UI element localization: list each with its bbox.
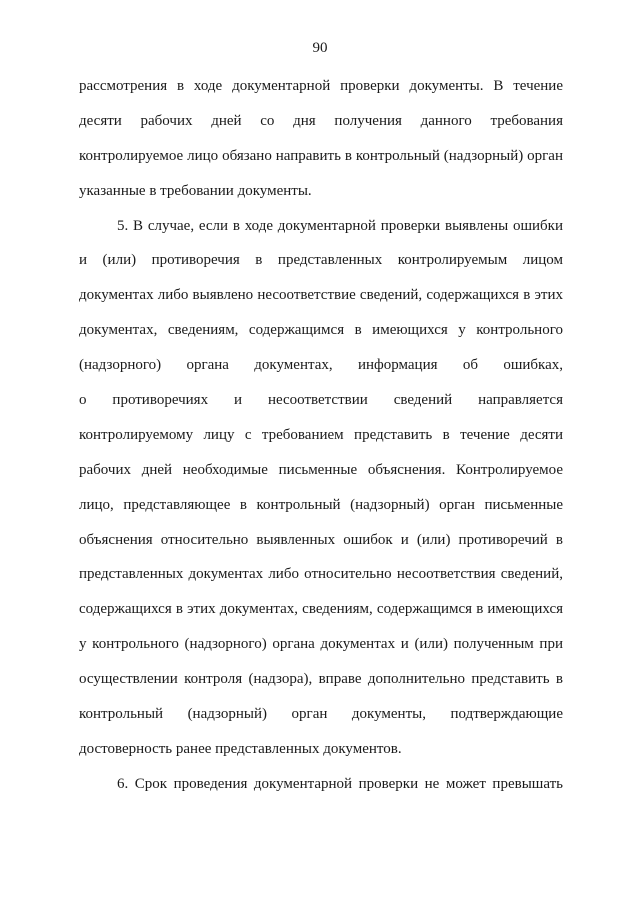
text-line: документах либо выявлено несоответствие сведений, содержащихся в этих <box>79 287 563 304</box>
text-line: осуществлении контроля (надзора), вправе дополнительно представить в <box>79 671 563 688</box>
page-number: 90 <box>312 40 328 56</box>
text-line: достоверность ранее представленных документов. <box>79 740 402 757</box>
text-line: контролируемому лицу с требованием представить в течение десяти <box>79 426 563 443</box>
text-line: 5. В случае, если в ходе документарной проверки выявлены ошибки <box>117 217 563 234</box>
text-line: рабочих дней необходимые письменные объяснения. Контролируемое <box>79 461 563 478</box>
text-line: о противоречиях и несоответствии сведений направляется <box>79 392 563 409</box>
text-line: документах, сведениям, содержащимся в имеющихся у контрольного <box>79 322 563 339</box>
text-line: представленных документах либо относительно несоответствия сведений, <box>79 566 563 583</box>
paragraph-item-6 <box>79 774 563 809</box>
text-line: у контрольного (надзорного) органа документах и (или) полученным при <box>79 636 563 653</box>
document-body <box>79 76 563 809</box>
text-line: объяснения относительно выявленных ошибок и (или) противоречий в <box>79 531 563 548</box>
text-line: (надзорного) органа документах, информация об ошибках, <box>79 357 563 374</box>
text-line: рассмотрения в ходе документарной проверки документы. В течение <box>79 78 563 94</box>
paragraph-continuation <box>79 76 563 216</box>
text-line: 6. Срок проведения документарной проверки не может превышать <box>117 775 563 792</box>
text-line: лицо, представляющее в контрольный (надзорный) орган письменные <box>79 496 563 513</box>
text-line: указанные в требовании документы. <box>79 182 312 199</box>
text-line: и (или) противоречия в представленных контролируемым лицом <box>79 252 563 269</box>
paragraph-item-5 <box>79 216 563 774</box>
text-line: контролируемое лицо обязано направить в контрольный (надзорный) орган <box>79 147 563 164</box>
text-line: десяти рабочих дней со дня получения данного требования <box>79 112 563 129</box>
text-line: содержащихся в этих документах, сведениям, содержащимся в имеющихся <box>79 601 563 618</box>
text-line: контрольный (надзорный) орган документы, подтверждающие <box>79 706 563 723</box>
